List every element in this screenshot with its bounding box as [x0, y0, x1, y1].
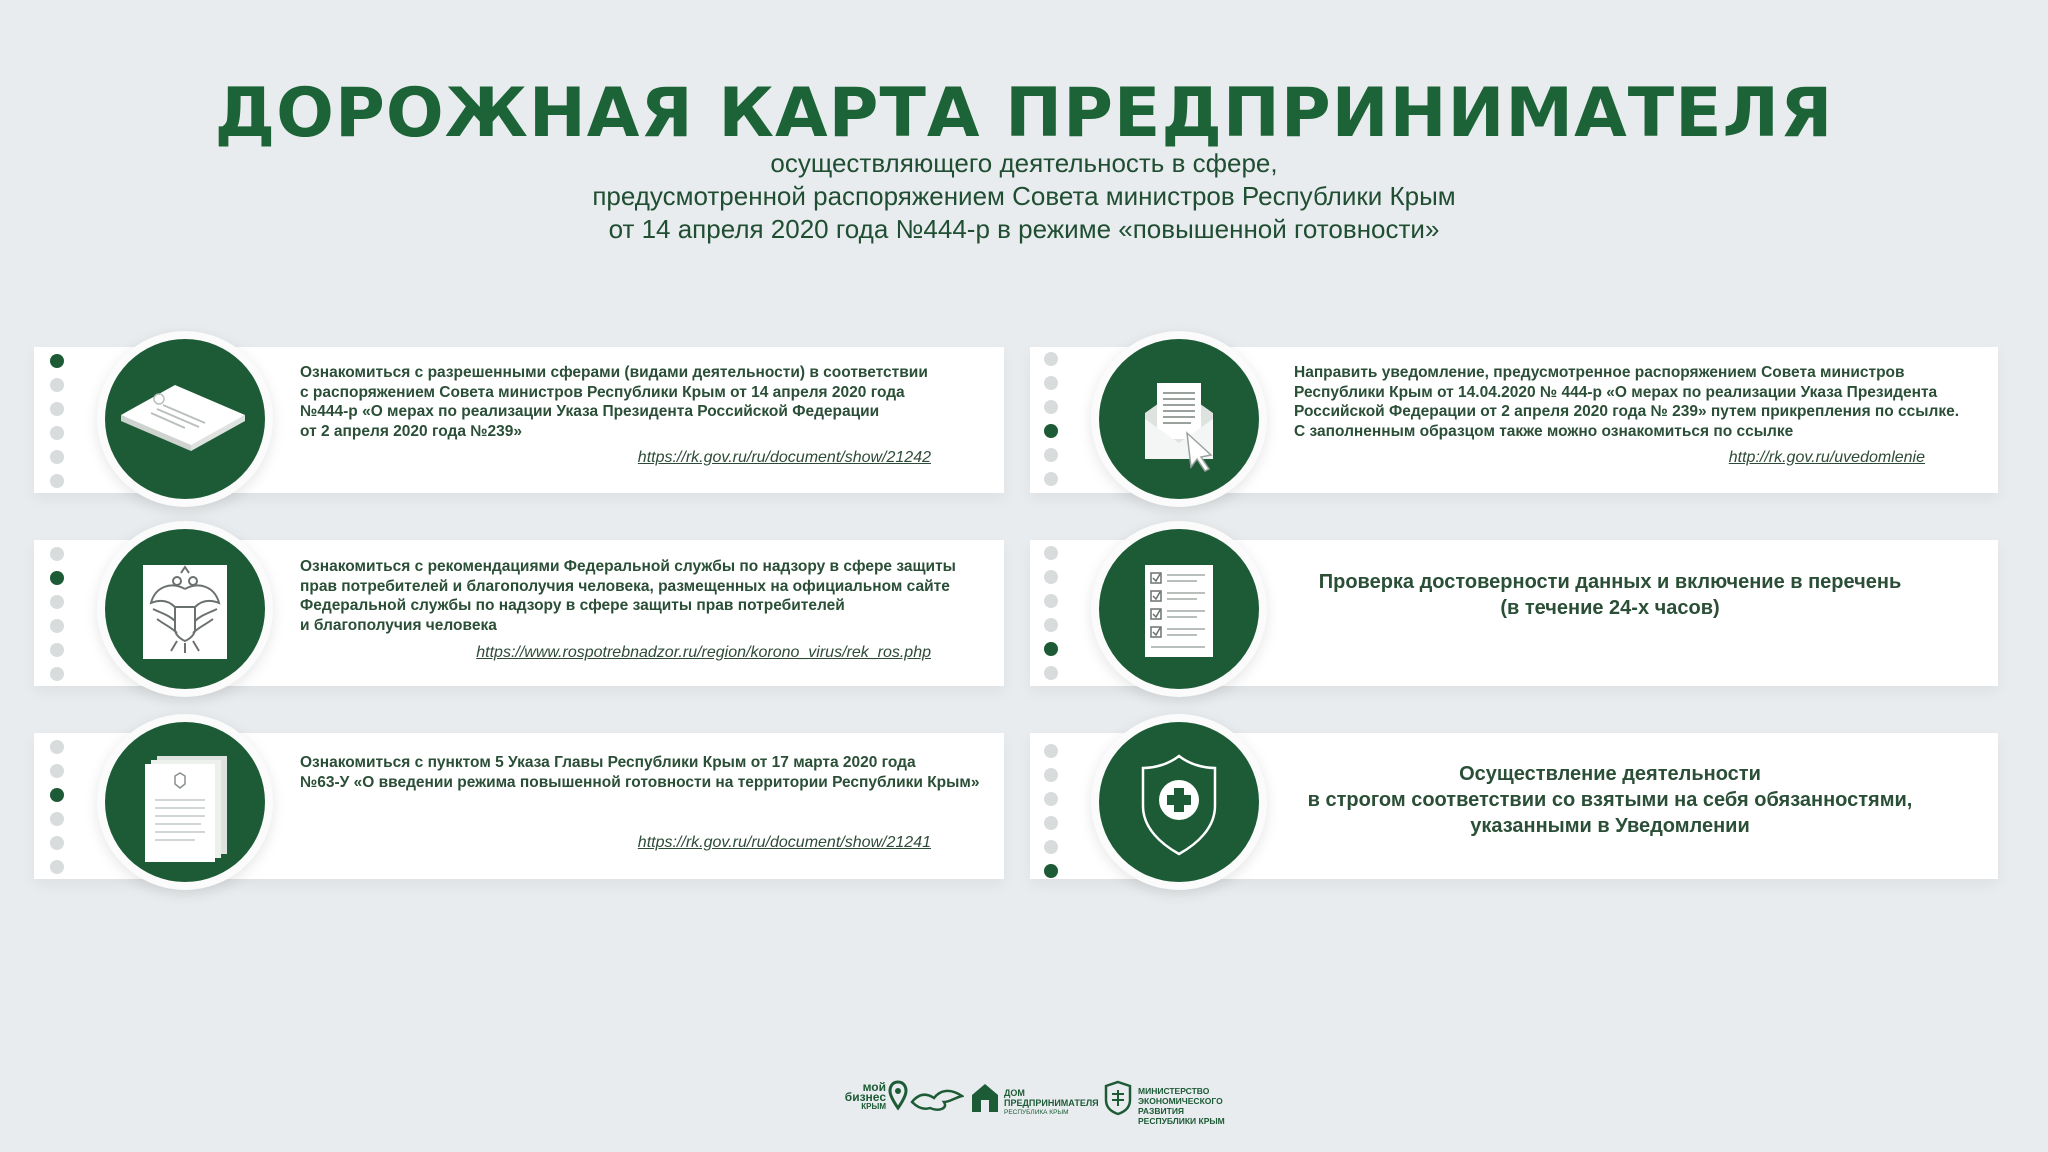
crimea-outline-icon [910, 1084, 964, 1116]
step-icon-circle [1091, 331, 1267, 507]
location-pin-icon [888, 1080, 908, 1114]
step-link[interactable]: https://rk.gov.ru/ru/document/show/21242 [637, 449, 931, 466]
step-link[interactable]: http://rk.gov.ru/uvedomlenie [1728, 449, 1925, 466]
step-icon-circle [97, 331, 273, 507]
page-title: ДОРОЖНАЯ КАРТА ПРЕДПРИНИМАТЕЛЯ [214, 74, 1834, 153]
subtitle-line-3: от 14 апреля 2020 года №444-р в режиме «повышенной готовности» [608, 214, 1440, 244]
step-description: Ознакомиться с рекомендациями Федеральной службы по надзору в сфере защиты прав потребителей и благополучия человека, размещенных на официальном сайте Федеральной службы по надзору в сфере защиты прав потребителей и благополучия человека [300, 558, 956, 634]
step-link[interactable]: https://rk.gov.ru/ru/document/show/21241 [637, 834, 931, 851]
step-link[interactable]: https://www.rospotrebnadzor.ru/region/korono_virus/rek_ros.php [476, 644, 931, 661]
crimea-emblem-icon [1102, 1080, 1134, 1116]
step-description: Проверка достоверности данных и включение в перечень (в течение 24-х часов) [1318, 571, 1902, 619]
shield-cross-icon [1099, 722, 1259, 882]
house-icon [970, 1082, 1000, 1114]
footer-logos: мой бизнес КРЫМ ДОМ ПРЕДПРИНИМАТЕЛЯ РЕСПУБЛИКА КРЫМ МИНИСТЕРСТВО ЭКОНОМИЧЕСКОГО РАЗВИТИЯ РЕСПУБЛИКИ КРЫМ [844, 1080, 1225, 1126]
checklist-icon [1099, 529, 1259, 689]
envelope-click-icon [1099, 339, 1259, 499]
step-icon-circle [97, 714, 273, 890]
coat-of-arms-icon [105, 529, 265, 689]
decree-pages-icon [105, 722, 265, 882]
step-description: Ознакомиться с пунктом 5 Указа Главы Республики Крым от 17 марта 2020 года №63-У «О введении режима повышенной готовности на территории Республики Крым» [300, 754, 980, 791]
step-description: Осуществление деятельности в строгом соответствии со взятыми на себя обязанностями, указанными в Уведомлении [1307, 763, 1913, 837]
step-icon-circle [97, 521, 273, 697]
subtitle-line-2: предусмотренной распоряжением Совета министров Республики Крым [592, 181, 1456, 211]
step-description: Направить уведомление, предусмотренное распоряжением Совета министров Республики Крым от 14.04.2020 № 444-р «О мерах по реализации Указа Президента Российской Федерации от 2 апреля 2020 года № 239» путем прикрепления по ссылке. С заполненным образцом также можно ознакомиться по ссылке [1294, 364, 1960, 440]
step-description: Ознакомиться с разрешенными сферами (видами деятельности) в соответствии с распоряжением Совета министров Республики Крым от 14 апреля 2020 года №444-р «О мерах по реализации Указа Президента Российской Федерации от 2 апреля 2020 года №239» [300, 364, 928, 440]
document-stack-icon [105, 339, 265, 499]
subtitle-line-1: осуществляющего деятельность в сфере, [770, 148, 1278, 178]
